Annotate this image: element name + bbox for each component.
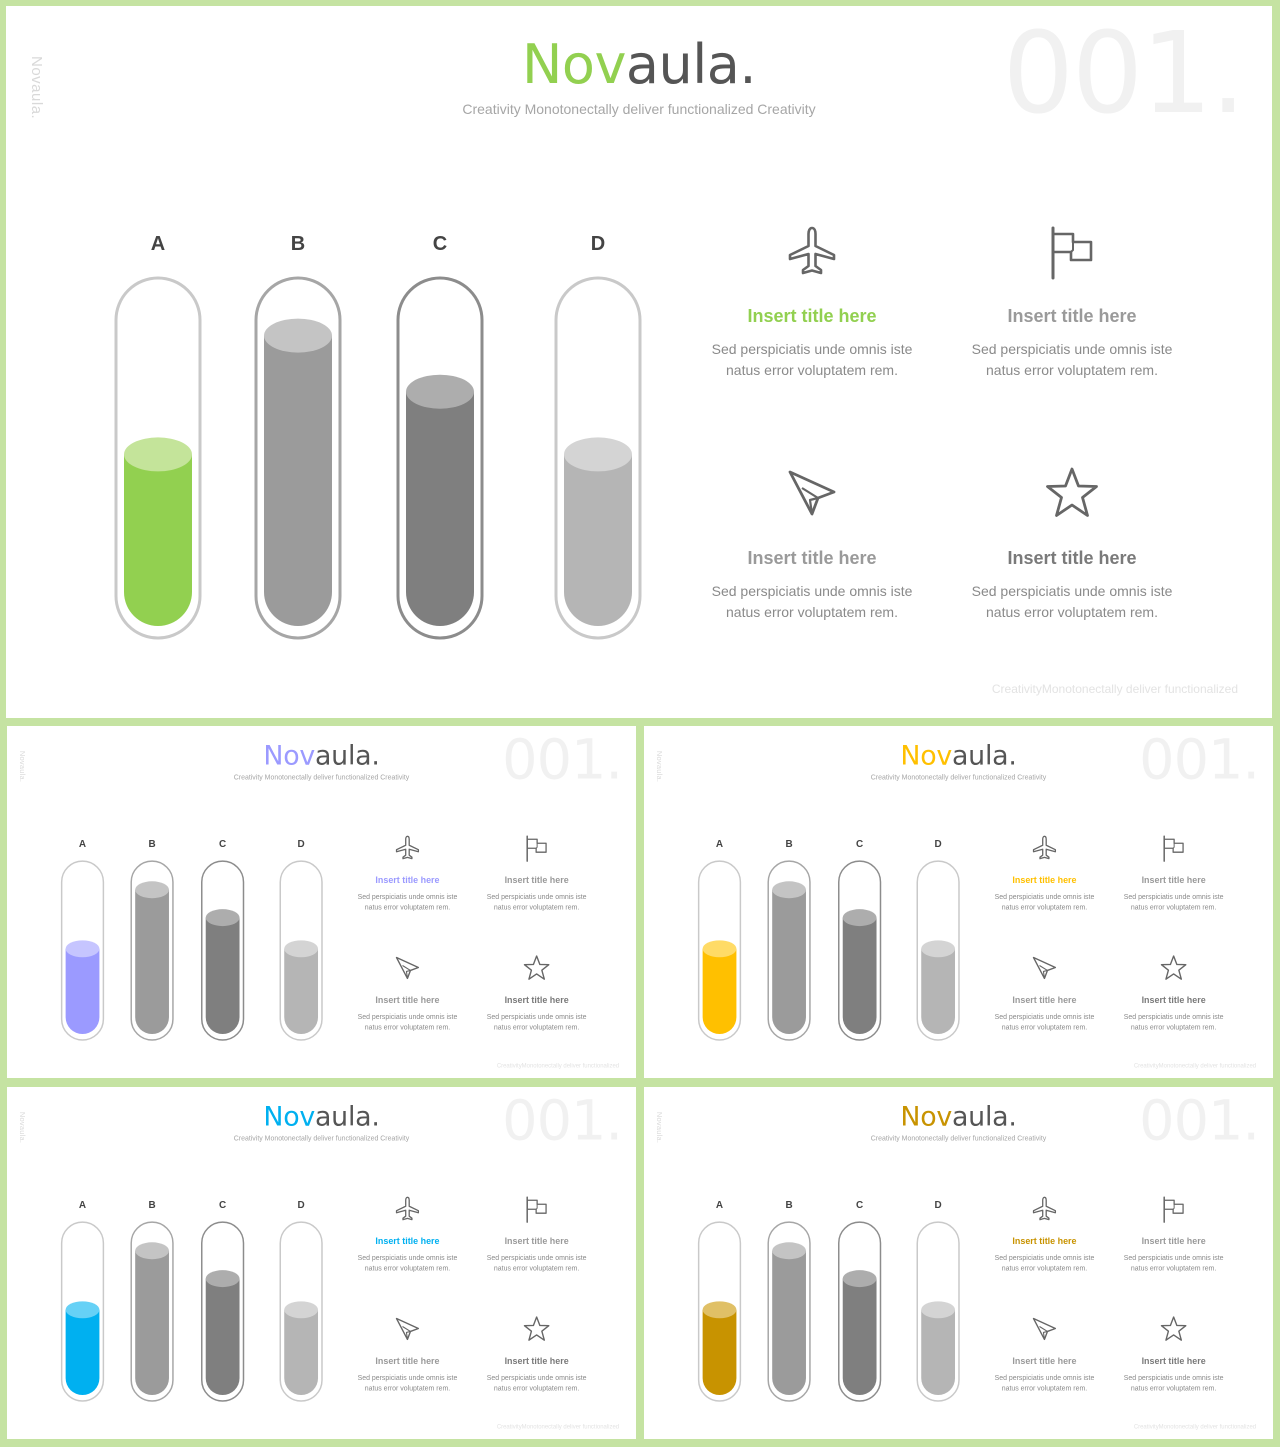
bar-cap-B	[135, 1242, 169, 1259]
bar-D	[284, 1310, 318, 1395]
paper-plane-icon	[1031, 955, 1059, 983]
logo	[644, 739, 1273, 771]
tagline: Creativity Monotonectally deliver functionalized Creativity	[870, 1134, 1047, 1143]
test-tube-chart	[684, 830, 972, 1049]
test-tube-chart	[684, 1191, 972, 1410]
bar-B	[772, 1251, 806, 1395]
bar-cap-D	[921, 940, 955, 957]
card-title: Insert title here	[504, 1356, 569, 1367]
card-title: Insert title here	[1012, 1356, 1077, 1367]
card-body: Sed perspiciatis unde omnis iste natus error voluptatem rem.	[357, 1373, 458, 1393]
card-body: Sed perspiciatis unde omnis iste natus error voluptatem rem.	[971, 583, 1173, 620]
card-airplane	[702, 224, 922, 381]
card-title: Insert title here	[1141, 1236, 1206, 1246]
bar-cap-B	[135, 881, 169, 898]
bar-cap-A	[124, 437, 192, 471]
card-title: Insert title here	[1141, 1356, 1206, 1367]
flag-icon	[1044, 224, 1100, 280]
star-icon	[1160, 955, 1188, 983]
bar-cap-A	[66, 1301, 100, 1318]
logo-accent-text: Nov	[900, 1100, 952, 1132]
card-title: Insert title here	[1007, 548, 1137, 568]
side-brand-label: Novaula.	[654, 750, 664, 783]
slide-content	[644, 726, 1273, 1078]
card-airplane	[353, 1195, 462, 1273]
slide-number: 001.	[502, 727, 623, 793]
card-paper-plane	[990, 955, 1099, 1033]
bar-C	[206, 1279, 240, 1395]
logo-accent-text: Nov	[522, 33, 626, 96]
card-body: Sed perspiciatis unde omnis iste natus error voluptatem rem.	[1123, 892, 1224, 911]
bar-cap-C	[206, 909, 240, 926]
slide-number: 001.	[1139, 1088, 1260, 1154]
card-title: Insert title here	[1012, 995, 1077, 1006]
airplane-icon	[1031, 834, 1059, 862]
card-title: Insert title here	[504, 995, 569, 1006]
footer-text: CreativityMonotonectally deliver functionalized	[991, 682, 1238, 696]
card-body: Sed perspiciatis unde omnis iste natus error voluptatem rem.	[1123, 1253, 1224, 1272]
tagline: Creativity Monotonectally deliver functionalized Creativity	[233, 773, 410, 782]
logo-text: aula.	[625, 33, 756, 96]
bar-D	[921, 949, 955, 1034]
bar-A	[66, 949, 100, 1034]
paper-plane-icon	[394, 955, 422, 983]
slide-yellow	[644, 726, 1273, 1078]
card-body: Sed perspiciatis unde omnis iste natus error voluptatem rem.	[994, 892, 1095, 911]
logo-text: aula.	[951, 1100, 1017, 1132]
card-paper-plane	[353, 955, 462, 1033]
card-body: Sed perspiciatis unde omnis iste natus error voluptatem rem.	[357, 892, 458, 911]
logo-accent-text: Nov	[263, 739, 315, 771]
category-label: D	[934, 839, 942, 851]
bar-cap-D	[564, 437, 632, 471]
slide-content	[7, 726, 636, 1078]
bar-B	[264, 336, 332, 626]
card-star	[962, 466, 1182, 623]
airplane-icon	[1031, 1195, 1059, 1223]
card-star	[1119, 955, 1228, 1033]
card-body: Sed perspiciatis unde omnis iste natus error voluptatem rem.	[971, 341, 1173, 378]
card-title: Insert title here	[1141, 995, 1206, 1006]
card-title: Insert title here	[504, 875, 569, 885]
airplane-icon	[394, 1195, 422, 1223]
bar-D	[284, 949, 318, 1034]
card-title: Insert title here	[375, 1236, 440, 1246]
flag-icon	[1160, 834, 1188, 862]
logo-text: aula.	[951, 739, 1017, 771]
card-airplane	[990, 1195, 1099, 1273]
card-body: Sed perspiciatis unde omnis iste natus error voluptatem rem.	[994, 1253, 1095, 1272]
category-label: B	[785, 1200, 793, 1212]
card-flag	[482, 1195, 591, 1273]
category-label: D	[934, 1200, 942, 1212]
card-flag	[482, 834, 591, 912]
logo-text: aula.	[314, 1100, 380, 1132]
card-star	[482, 1316, 591, 1394]
category-label: D	[590, 233, 606, 255]
side-brand-label: Novaula.	[28, 56, 45, 120]
bar-cap-C	[406, 375, 474, 409]
flag-icon	[1160, 1195, 1188, 1223]
card-title: Insert title here	[1012, 875, 1077, 885]
bar-cap-C	[843, 1270, 877, 1287]
card-title: Insert title here	[375, 995, 440, 1006]
bar-B	[135, 1251, 169, 1395]
card-body: Sed perspiciatis unde omnis iste natus error voluptatem rem.	[994, 1373, 1095, 1393]
slide-purple	[7, 726, 636, 1078]
side-brand-label: Novaula.	[17, 750, 27, 783]
card-title: Insert title here	[375, 1356, 440, 1367]
bar-cap-A	[703, 1301, 737, 1318]
card-body: Sed perspiciatis unde omnis iste natus error voluptatem rem.	[994, 1012, 1095, 1032]
category-label: A	[715, 839, 724, 851]
star-icon	[1044, 466, 1100, 522]
category-label: D	[297, 839, 305, 851]
test-tube-chart	[47, 1191, 335, 1410]
slide-number: 001.	[1139, 727, 1260, 793]
card-body: Sed perspiciatis unde omnis iste natus error voluptatem rem.	[486, 1012, 587, 1032]
logo-text: aula.	[314, 739, 380, 771]
card-body: Sed perspiciatis unde omnis iste natus error voluptatem rem.	[486, 1253, 587, 1272]
card-title: Insert title here	[1007, 306, 1137, 326]
card-flag	[1119, 1195, 1228, 1273]
category-label: A	[78, 839, 87, 851]
test-tube-chart	[47, 830, 335, 1049]
card-body: Sed perspiciatis unde omnis iste natus error voluptatem rem.	[1123, 1373, 1224, 1393]
category-label: B	[290, 233, 306, 255]
bar-D	[564, 454, 632, 626]
flag-icon	[523, 834, 551, 862]
bar-cap-B	[772, 1242, 806, 1259]
category-label: C	[432, 233, 448, 255]
star-icon	[1160, 1316, 1188, 1344]
bar-cap-A	[66, 940, 100, 957]
bar-B	[135, 890, 169, 1034]
bar-cap-C	[843, 909, 877, 926]
logo	[644, 1100, 1273, 1132]
category-label: C	[856, 839, 864, 851]
bar-cap-C	[206, 1270, 240, 1287]
card-title: Insert title here	[375, 875, 440, 885]
bar-D	[921, 1310, 955, 1395]
category-label: C	[219, 839, 227, 851]
side-brand-label: Novaula.	[654, 1111, 664, 1144]
card-title: Insert title here	[1141, 875, 1206, 885]
card-title: Insert title here	[747, 306, 877, 326]
card-star	[1119, 1316, 1228, 1394]
card-body: Sed perspiciatis unde omnis iste natus error voluptatem rem.	[357, 1012, 458, 1032]
card-paper-plane	[990, 1316, 1099, 1394]
bar-A	[703, 1310, 737, 1395]
slide-content	[7, 1087, 636, 1439]
bar-A	[66, 1310, 100, 1395]
card-title: Insert title here	[747, 548, 877, 568]
card-body: Sed perspiciatis unde omnis iste natus error voluptatem rem.	[486, 1373, 587, 1393]
bar-C	[206, 918, 240, 1034]
paper-plane-icon	[394, 1316, 422, 1344]
card-title: Insert title here	[1012, 1236, 1077, 1246]
paper-plane-icon	[1031, 1316, 1059, 1344]
slide-gold	[644, 1087, 1273, 1439]
category-label: B	[148, 1200, 156, 1212]
bar-cap-D	[284, 1301, 318, 1318]
card-flag	[962, 224, 1182, 381]
slide-number: 001.	[1002, 9, 1244, 139]
airplane-icon	[394, 834, 422, 862]
flag-icon	[523, 1195, 551, 1223]
bar-cap-D	[284, 940, 318, 957]
card-paper-plane	[353, 1316, 462, 1394]
bar-C	[843, 1279, 877, 1395]
card-title: Insert title here	[504, 1236, 569, 1246]
star-icon	[523, 1316, 551, 1344]
bar-cap-A	[703, 940, 737, 957]
bar-A	[124, 454, 192, 626]
category-label: A	[78, 1200, 87, 1212]
category-label: B	[148, 839, 156, 851]
slide-blue	[7, 1087, 636, 1439]
card-airplane	[990, 834, 1099, 912]
category-label: C	[856, 1200, 864, 1212]
footer-text: CreativityMonotonectally deliver functionalized	[496, 1422, 620, 1430]
bar-B	[772, 890, 806, 1034]
logo	[7, 739, 636, 771]
slide-content	[6, 6, 1272, 718]
card-body: Sed perspiciatis unde omnis iste natus error voluptatem rem.	[357, 1253, 458, 1272]
star-icon	[523, 955, 551, 983]
card-flag	[1119, 834, 1228, 912]
category-label: A	[715, 1200, 724, 1212]
card-star	[482, 955, 591, 1033]
test-tube-chart	[86, 216, 666, 656]
slide-content	[644, 1087, 1273, 1439]
footer-text: CreativityMonotonectally deliver functionalized	[1133, 1422, 1257, 1430]
category-label: A	[150, 233, 166, 255]
paper-plane-icon	[784, 466, 840, 522]
logo	[6, 33, 1272, 96]
airplane-icon	[784, 224, 840, 280]
card-body: Sed perspiciatis unde omnis iste natus error voluptatem rem.	[711, 583, 913, 620]
slide-number: 001.	[502, 1088, 623, 1154]
card-airplane	[353, 834, 462, 912]
tagline: Creativity Monotonectally deliver functionalized Creativity	[462, 101, 816, 117]
logo	[7, 1100, 636, 1132]
category-label: D	[297, 1200, 305, 1212]
footer-text: CreativityMonotonectally deliver functionalized	[1133, 1061, 1257, 1069]
logo-accent-text: Nov	[263, 1100, 315, 1132]
footer-text: CreativityMonotonectally deliver functionalized	[496, 1061, 620, 1069]
card-body: Sed perspiciatis unde omnis iste natus error voluptatem rem.	[486, 892, 587, 911]
bar-cap-B	[772, 881, 806, 898]
bar-C	[406, 392, 474, 626]
side-brand-label: Novaula.	[17, 1111, 27, 1144]
bar-A	[703, 949, 737, 1034]
bar-C	[843, 918, 877, 1034]
tagline: Creativity Monotonectally deliver functionalized Creativity	[233, 1134, 410, 1143]
bar-cap-D	[921, 1301, 955, 1318]
card-body: Sed perspiciatis unde omnis iste natus error voluptatem rem.	[711, 341, 913, 378]
logo-accent-text: Nov	[900, 739, 952, 771]
slide-green	[6, 6, 1272, 718]
category-label: C	[219, 1200, 227, 1212]
category-label: B	[785, 839, 793, 851]
tagline: Creativity Monotonectally deliver functionalized Creativity	[870, 773, 1047, 782]
bar-cap-B	[264, 319, 332, 353]
card-body: Sed perspiciatis unde omnis iste natus error voluptatem rem.	[1123, 1012, 1224, 1032]
card-paper-plane	[702, 466, 922, 623]
